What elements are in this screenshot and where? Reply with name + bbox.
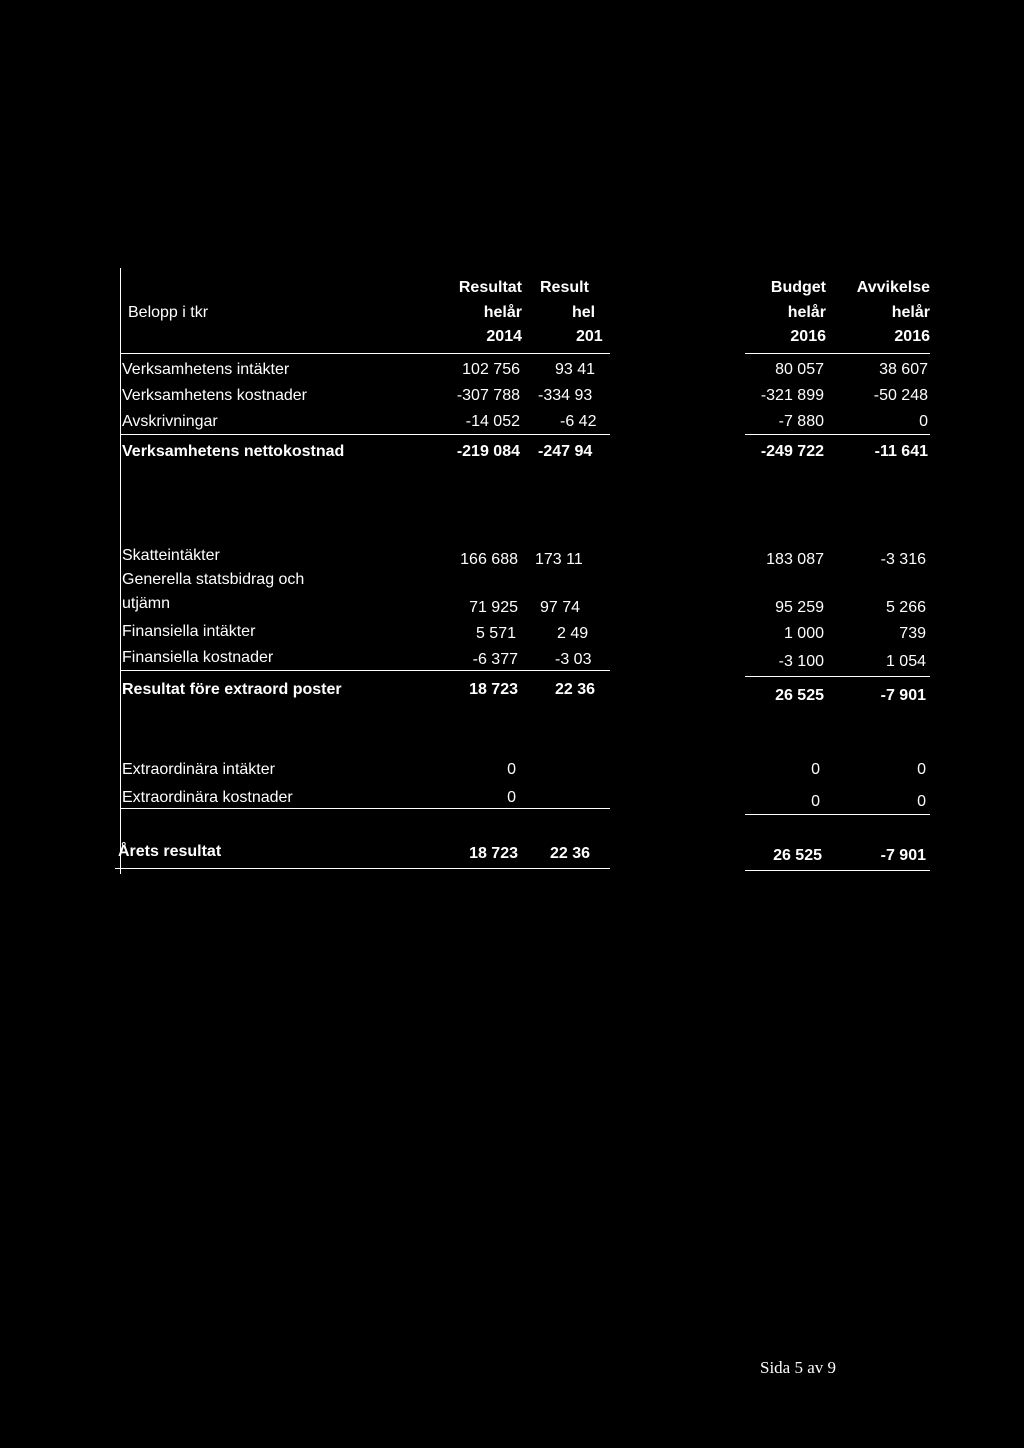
col1-header-line3: 2014	[486, 328, 522, 345]
col3-header-line2: helår	[787, 304, 826, 321]
table-left-border	[120, 268, 121, 874]
cell-budget: -3 100	[778, 653, 824, 670]
col1-header-line2: helår	[483, 304, 522, 321]
row-label: Verksamhetens intäkter	[122, 361, 290, 378]
cell-avvikelse: 0	[917, 793, 926, 810]
row-label: Verksamhetens kostnader	[122, 387, 307, 404]
cell-budget: 0	[811, 793, 820, 810]
cell-budget: 26 525	[773, 847, 822, 864]
cell-2015: -334 93	[538, 387, 593, 404]
cell-2015: -3 03	[555, 651, 592, 668]
cell-budget: 80 057	[775, 361, 824, 378]
cell-2014: -14 052	[465, 413, 520, 430]
cell-avvikelse: 0	[919, 413, 928, 430]
cell-avvikelse: -7 901	[880, 847, 926, 864]
col4-header-line3: 2016	[894, 328, 930, 345]
cell-budget: 0	[811, 761, 820, 778]
cell-2014: 18 723	[469, 845, 518, 862]
row-divider	[120, 808, 610, 809]
cell-avvikelse: 739	[899, 625, 926, 642]
page-number: Sida 5 av 9	[760, 1358, 837, 1377]
col2-header-line2: hel	[572, 304, 596, 321]
cell-avvikelse: -11 641	[874, 443, 928, 460]
cell-avvikelse: 0	[917, 761, 926, 778]
cell-avvikelse: -3 316	[880, 551, 926, 568]
row-divider	[120, 670, 610, 671]
col3-header-line3: 2016	[790, 328, 826, 345]
cell-budget: -249 722	[760, 443, 824, 460]
cell-2015: -6 42	[560, 413, 597, 430]
cell-2014: 166 688	[460, 551, 518, 568]
cell-2014: 102 756	[462, 361, 520, 378]
col2-header-line1: Result	[540, 279, 589, 296]
cell-avvikelse: 38 607	[879, 361, 928, 378]
header-rule	[120, 353, 610, 354]
cell-2015: 173 11	[535, 551, 583, 568]
cell-budget: 183 087	[766, 551, 824, 568]
cell-2014: 71 925	[469, 599, 518, 616]
row-label: Extraordinära intäkter	[122, 761, 275, 778]
row-label: Finansiella intäkter	[122, 623, 256, 640]
cell-2014: 18 723	[469, 681, 518, 698]
cell-avvikelse: 5 266	[885, 599, 926, 616]
cell-avvikelse: -7 901	[880, 687, 926, 704]
cell-2014: 0	[507, 761, 516, 778]
cell-budget: -321 899	[760, 387, 824, 404]
cell-2014: -307 788	[456, 387, 520, 404]
cell-budget: 1 000	[783, 625, 824, 642]
row-label: Resultat före extraord poster	[122, 681, 342, 698]
col1-header-line1: Resultat	[458, 279, 522, 296]
col3-header-line1: Budget	[770, 279, 826, 296]
cell-2014: -219 084	[456, 443, 520, 460]
cell-2014: 5 571	[475, 625, 516, 642]
row-divider	[745, 870, 930, 871]
cell-budget: 26 525	[775, 687, 824, 704]
cell-2015: 22 36	[555, 681, 596, 698]
cell-2014: 0	[507, 789, 516, 806]
row-label: Skatteintäkter	[122, 547, 220, 564]
row-label: Finansiella kostnader	[122, 649, 274, 666]
cell-2015: 97 74	[540, 599, 581, 616]
row-divider	[120, 434, 610, 435]
cell-budget: 95 259	[775, 599, 824, 616]
cell-avvikelse: -50 248	[873, 387, 928, 404]
row-label: Avskrivningar	[122, 413, 218, 430]
cell-2015: 93 41	[555, 361, 596, 378]
cell-avvikelse: 1 054	[885, 653, 926, 670]
header-label: Belopp i tkr	[128, 304, 209, 321]
row-divider	[745, 434, 930, 435]
row-label: Verksamhetens nettokostnad	[122, 443, 345, 460]
row-divider	[115, 868, 610, 869]
cell-2015: 2 49	[557, 625, 589, 642]
col4-header-line2: helår	[891, 304, 930, 321]
row-label: Årets resultat	[118, 843, 222, 860]
row-label: Extraordinära kostnader	[122, 789, 293, 806]
cell-2015: 22 36	[550, 845, 591, 862]
col2-header-line3: 201	[576, 328, 603, 345]
row-divider	[745, 814, 930, 815]
row-divider	[745, 676, 930, 677]
col4-header-line1: Avvikelse	[856, 279, 930, 296]
row-label-continued: utjämn	[122, 595, 171, 612]
header-rule-right	[745, 353, 930, 354]
cell-2014: -6 377	[472, 651, 518, 668]
row-label: Generella statsbidrag och	[122, 571, 305, 588]
cell-budget: -7 880	[778, 413, 824, 430]
cell-2015: -247 94	[538, 443, 593, 460]
